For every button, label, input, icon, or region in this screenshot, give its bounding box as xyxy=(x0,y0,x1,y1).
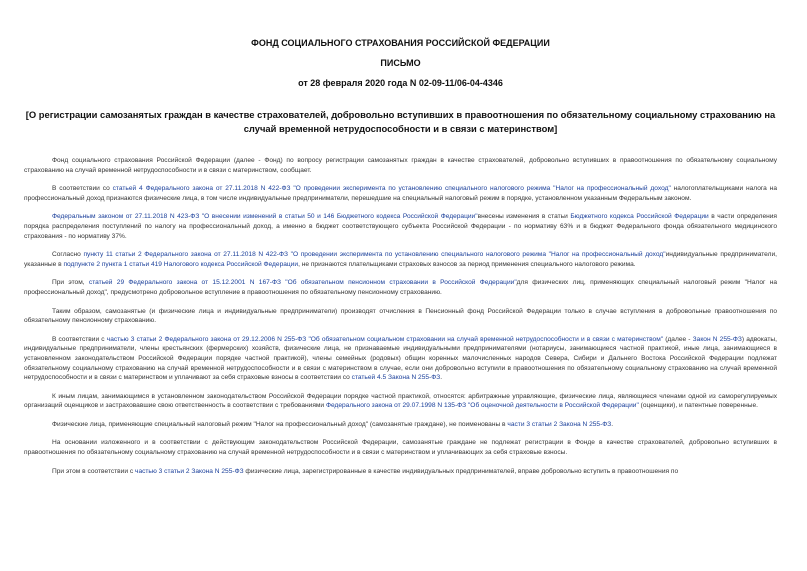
paragraph-text: в части определения порядка распределения поступлений по налогу на профессиональный доход, а именно в бюджет соответствующего субъекта Российской Федерации - по нормативу 63% и в бюджет Федерального фонда обязательного медицинского страхования - по нормативу 37%. xyxy=(24,213,778,240)
budget-code-link[interactable]: Бюджетного кодекса Российской Федерации xyxy=(570,213,709,221)
paragraph-text: Физические лица, применяющие специальный налоговый режим "Налог на профессиональный доход" (самозанятые граждане), не поименованы в xyxy=(52,420,508,428)
paragraph-3 xyxy=(24,212,777,241)
tax-code-419-link[interactable]: подпункте 2 пункта 1 статьи 419 Налогового кодекса Российской Федерации xyxy=(63,260,299,268)
paragraph-text: В соответствии со xyxy=(52,185,113,193)
paragraph-1 xyxy=(24,156,777,175)
paragraph-text: Таким образом, самозанятые (и физические лица и индивидуальные предприниматели) производят отчисления в Пенсионный фонд Российской Федерации только в случае вступления в добровольные правоотношения по обязательному пенсионному страхованию. xyxy=(24,307,777,325)
law-255-part-3-link[interactable]: частью 3 статьи 2 Федерального закона от 29.12.2006 N 255-ФЗ "Об обязательном социальном страховании на случай временной нетрудоспособности и в связи с материнством" xyxy=(106,335,664,343)
paragraph-text: физические лица, зарегистрированные в качестве индивидуальных предпринимателей, вправе добровольно вступить в правоотношения по xyxy=(243,467,679,475)
paragraph-text: внесены изменения в статьи xyxy=(477,213,571,221)
paragraph-4 xyxy=(24,250,777,269)
paragraph-text: При этом в соответствии с xyxy=(52,467,136,475)
doc-subject: [О регистрации самозанятых граждан в качестве страхователей, добровольно вступивших в правоотношения по обязательному социальному страхованию на случай временной нетрудоспособности и в связи с материнством] xyxy=(25,109,776,134)
paragraph-9 xyxy=(24,420,777,430)
paragraph-text: Согласно xyxy=(52,251,84,259)
paragraph-text: индивидуальные предприниматели, указанные в xyxy=(24,251,777,268)
law-423-link[interactable]: Федеральным законом от 27.11.2018 N 423-ФЗ "О внесении изменений в статьи 50 и 146 Бюджетного кодекса Российской Федерации" xyxy=(52,213,478,221)
org-title: ФОНД СОЦИАЛЬНОГО СТРАХОВАНИЯ РОССИЙСКОЙ ФЕДЕРАЦИИ xyxy=(251,38,550,48)
paragraph-text: ) адвокаты, индивидуальные предприниматели, члены крестьянских (фермерских) хозяйств, физические лица, не признаваемые индивидуальными предпринимателями (нотариусы, занимающиеся частной практикой, иные лица, занимающиеся в установленном законодательством Российской Федерации порядке частной практикой), члены семейных (родовых) общин коренных малочисленных народов Севера, Сибири и Дальнего Востока Российской Федерации подлежат обязательному социальному страхованию на случай временной нетрудоспособности и в связи с материнством в случае, если они добровольно вступили в правоотношения по обязательному социальному страхованию на случай временной нетрудоспособности и в связи с материнством и уплачивают за себя страховые взносы в соответствии со xyxy=(24,335,777,382)
law-255-article-4-5-link[interactable]: статьей 4.5 Закона N 255-ФЗ xyxy=(351,374,441,382)
paragraph-text: . xyxy=(611,420,614,428)
paragraph-text: На основании изложенного и в соответствии с действующим законодательством Российской Федерации, самозанятые граждане не подлежат регистрации в Фонде в качестве страхователей, добровольно вступивших в правоотношения по обязательному социальному страхованию на случай временной нетрудоспособности и в связи с материнством и уплачивающих за себя страховые взносы. xyxy=(24,439,777,457)
law-422-clause-11-link[interactable]: пункту 11 статьи 2 Федерального закона от 27.11.2018 N 422-ФЗ "О проведении эксперимента по установлению специального налогового режима "Налог на профессиональный доход" xyxy=(83,251,666,259)
paragraph-text: . xyxy=(440,374,443,382)
paragraph-7 xyxy=(24,335,777,383)
paragraph-text: Фонд социального страхования Российской Федерации (далее - Фонд) по вопросу регистрации самозанятых граждан в качестве страхователей, добровольно вступивших в правоотношения по обязательному социальному страхованию на случай временной нетрудоспособности и в связи с материнством, сообщает. xyxy=(24,157,777,174)
paragraph-8 xyxy=(24,392,777,411)
paragraph-10 xyxy=(24,438,777,457)
law-255-short-link[interactable]: Закон N 255-ФЗ xyxy=(692,335,742,343)
law-422-article-4-link[interactable]: статьей 4 Федерального закона от 27.11.2018 N 422-ФЗ "О проведении эксперимента по установлению специального налогового режима "Налог на профессиональный доход" xyxy=(112,185,671,193)
law-167-article-29-link[interactable]: статьей 29 Федерального закона от 15.12.2001 N 167-ФЗ "Об обязательном пенсионном страховании в Российской Федерации" xyxy=(88,279,517,287)
law-255-part-3-link-3[interactable]: частью 3 статьи 2 Закона N 255-ФЗ xyxy=(135,467,244,475)
paragraph-11 xyxy=(24,467,777,477)
doc-date-number: от 28 февраля 2020 года N 02-09-11/06-04-4346 xyxy=(298,78,503,88)
paragraph-2 xyxy=(24,184,777,203)
paragraph-5 xyxy=(24,278,777,297)
paragraph-text: (далее - xyxy=(663,335,693,343)
doc-body xyxy=(24,156,777,476)
paragraph-text: налогоплательщиками налога на профессиональный доход признаются физические лица, в том числе индивидуальные предприниматели, перешедшие на специальный налоговый режим в порядке, установленном указанным Федеральным законом. xyxy=(24,185,777,202)
law-255-part-3-link-2[interactable]: части 3 статьи 2 Закона N 255-ФЗ xyxy=(507,420,612,428)
paragraph-text: (оценщики), и патентные поверенные. xyxy=(638,402,758,410)
paragraph-text: При этом, xyxy=(52,279,89,287)
paragraph-text: , не признаются плательщиками страховых взносов за период применения специального налогового режима. xyxy=(298,260,636,268)
doc-type: ПИСЬМО xyxy=(380,58,421,68)
paragraph-text: В соответствии с xyxy=(52,335,107,343)
law-135-link[interactable]: Федерального закона от 29.07.1998 N 135-ФЗ "Об оценочной деятельности в Российской Федерации" xyxy=(325,402,639,410)
paragraph-text: для физических лиц, применяющих специальный налоговый режим "Налог на профессиональный доход", предусмотрено добровольное вступление в правоотношения по обязательному пенсионному страхованию. xyxy=(24,279,778,296)
paragraph-text: К иным лицам, занимающимся в установленном законодательством Российской Федерации порядке частной практикой, относятся: арбитражные управляющие, физические лица, являющиеся членами одной из саморегулируемых организаций оценщиков и застраховавшие свою ответственность в соответствии с требованиями xyxy=(24,392,777,410)
paragraph-6 xyxy=(24,307,777,326)
